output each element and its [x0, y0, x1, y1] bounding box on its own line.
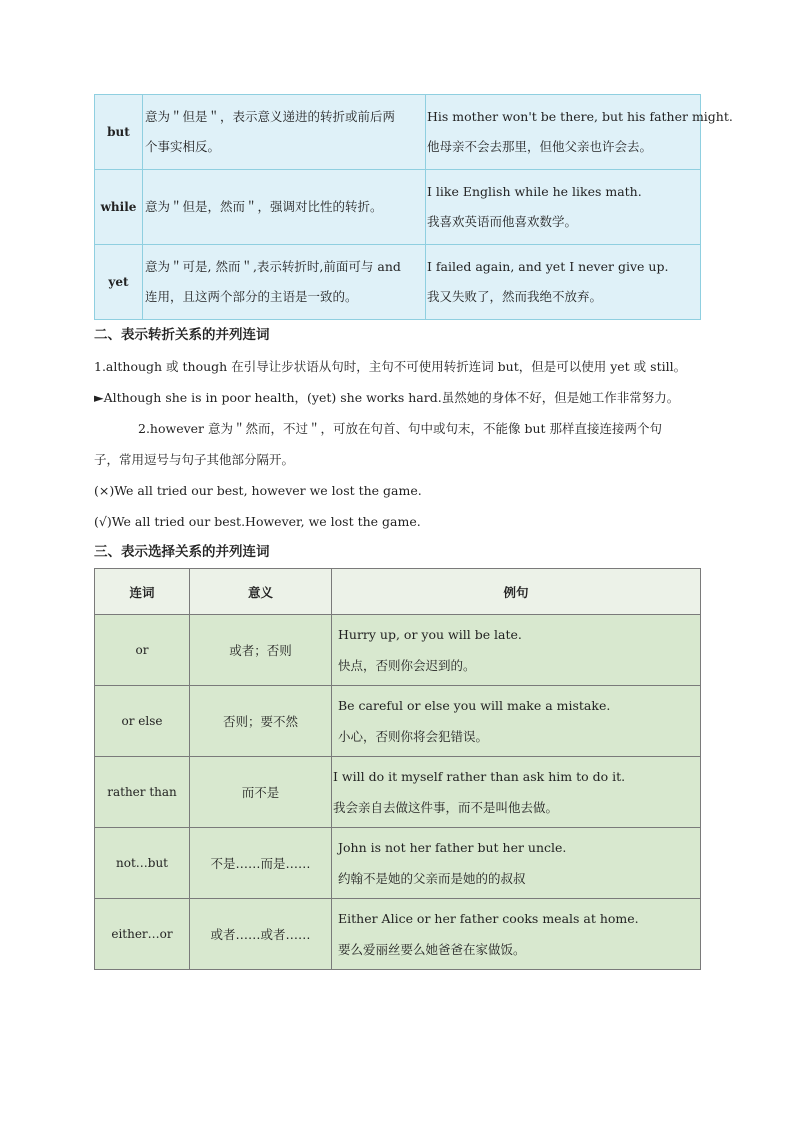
conjunction-word: either…or [95, 899, 190, 970]
conjunction-word: not…but [95, 828, 190, 899]
meaning-cell: 意为＂但是＂，表示意义递进的转折或前后两 个事实相反。 [143, 95, 426, 170]
example-sentence: ►Although she is in poor health，(yet) she works hard.虽然她的身体不好，但是她工作非常努力。 [94, 390, 680, 405]
table-row [95, 899, 701, 970]
paragraph: 2.however 意为＂然而，不过＂，可放在句首、句中或句末，不能像 but 那样直接连接两个句 [138, 421, 663, 436]
table-row [95, 828, 701, 899]
table-row [95, 757, 701, 828]
meaning-cell: 否则；要不然 [190, 686, 332, 757]
meaning-cell: 意为＂可是, 然而＂,表示转折时,前面可与 and 连用，且这两个部分的主语是一致的。 [143, 245, 426, 320]
example-cell: Either Alice or her father cooks meals at home. 要么爱丽丝要么她爸爸在家做饭。 [332, 899, 701, 970]
example-cell: I failed again, and yet I never give up. 我又失败了，然而我绝不放弃。 [426, 245, 701, 320]
table-header-row [95, 569, 701, 615]
paragraph: 1.although 或 though 在引导让步状语从句时，主句不可使用转折连词 but，但是可以使用 yet 或 still。 [94, 359, 687, 374]
document-page [94, 94, 733, 970]
meaning-cell: 不是……而是…… [190, 828, 332, 899]
paragraph: 子，常用逗号与句子其他部分隔开。 [94, 452, 295, 467]
table-row [95, 686, 701, 757]
wrong-example: (×)We all tried our best, however we lost the game. [94, 483, 422, 498]
example-cell: Be careful or else you will make a mistake. 小心，否则你将会犯错误。 [332, 686, 701, 757]
conjunction-word: but [95, 95, 143, 170]
table-row [95, 95, 701, 170]
example-cell: His mother won't be there, but his father might. 他母亲不会去那里，但他父亲也许会去。 [426, 95, 701, 170]
column-header: 例句 [332, 569, 701, 615]
transition-conjunction-table [94, 94, 733, 320]
meaning-cell: 或者；否则 [190, 615, 332, 686]
conjunction-word: yet [95, 245, 143, 320]
section-heading: 二、表示转折关系的并列连词 [94, 327, 270, 343]
column-header: 连词 [95, 569, 190, 615]
meaning-cell: 而不是 [190, 757, 332, 828]
right-example: (√)We all tried our best.However, we lost the game. [94, 514, 421, 529]
example-cell: John is not her father but her uncle. 约翰不是她的父亲而是她的的叔叔 [332, 828, 701, 899]
choice-conjunction-table [94, 568, 701, 970]
meaning-cell: 或者……或者…… [190, 899, 332, 970]
meaning-cell: 意为＂但是，然而＂，强调对比性的转折。 [143, 170, 426, 245]
table-row [95, 615, 701, 686]
conjunction-word: or [95, 615, 190, 686]
conjunction-word: rather than [95, 757, 190, 828]
column-header: 意义 [190, 569, 332, 615]
table-row [95, 170, 701, 245]
conjunction-word: or else [95, 686, 190, 757]
example-cell: I like English while he likes math. 我喜欢英语而他喜欢数学。 [426, 170, 701, 245]
conjunction-word: while [95, 170, 143, 245]
example-cell: I will do it myself rather than ask him to do it. 我会亲自去做这件事，而不是叫他去做。 [332, 757, 701, 828]
section-heading: 三、表示选择关系的并列连词 [94, 544, 270, 560]
table-row [95, 245, 701, 320]
example-cell: Hurry up, or you will be late. 快点，否则你会迟到的。 [332, 615, 701, 686]
